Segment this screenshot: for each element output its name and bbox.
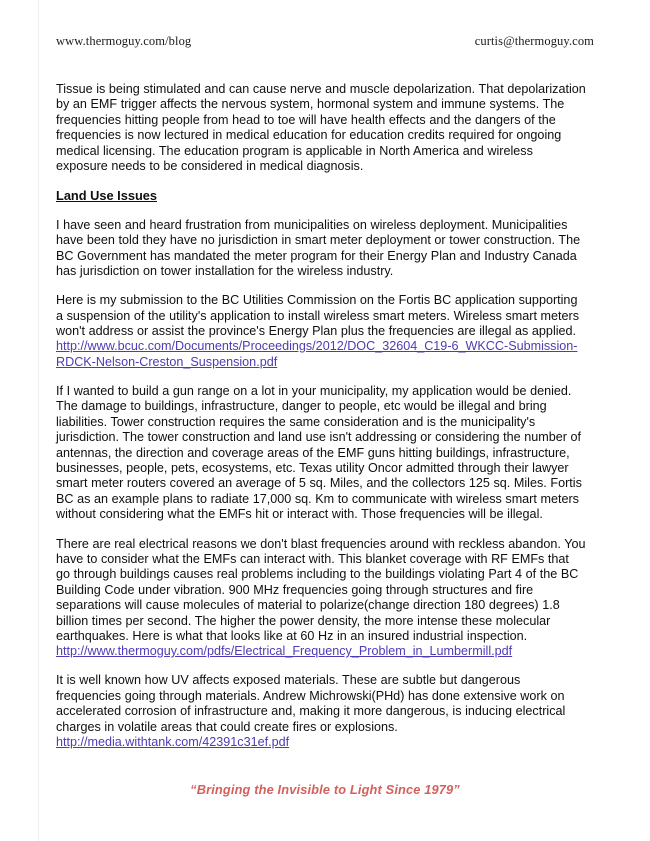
document-body xyxy=(56,82,586,764)
section-heading-land-use-issues: Land Use Issues xyxy=(56,188,157,204)
page-header xyxy=(56,34,594,49)
paragraph-municipalities-jurisdiction: I have seen and heard frustration from municipalities on wireless deployment. Municipalities have been told they have no jurisdiction in smart meter deployment or tower construction. The BC Government has mandated the meter program for their Energy Plan and Industry Canada has jurisdiction on tower installation for the wireless industry. xyxy=(56,217,581,279)
paragraph-uv-corrosion: It is well known how UV affects exposed materials. These are subtle but dangerous frequencies going through materials. Andrew Michrowski(PHd) has done extensive work on accelerated corrosion of infrastructure and, making it more dangerous, is inducing electrical charges in volatile areas that could create fires or explosions. xyxy=(56,673,566,734)
paragraph-tissue-stimulation: Tissue is being stimulated and can cause nerve and muscle depolarization. That depolarization by an EMF trigger affects the nervous system, hormonal system and immune systems. The frequencies hitting people from head to toe will have health effects and the dangers of the frequencies is now lectured in medical education for education credits required for ongoing medical licensing. The education program is applicable in North America and wireless exposure needs to be considered in medical diagnosis. xyxy=(56,82,586,174)
paragraph-bcuc-submission: Here is my submission to the BC Utilities Commission on the Fortis BC application supporting a suspension of the utility's application to install wireless smart meters. Wireless smart meters won't address or assist the province's Energy Plan plus the frequencies are illegal as applied. xyxy=(56,293,580,339)
link-media-withtank-pdf[interactable]: http://media.withtank.com/42391c31ef.pdf xyxy=(56,734,290,749)
link-electrical-frequency-lumbermill-pdf[interactable]: http://www.thermoguy.com/pdfs/Electrical_Frequency_Problem_in_Lumbermill.pdf xyxy=(56,644,513,658)
link-bcuc-submission-pdf[interactable]: http://www.bcuc.com/Documents/Proceedings/2012/DOC_32604_C19-6_WKCC-Submission-RDCK-Nelson-Creston_Suspension.pdf xyxy=(56,339,578,369)
header-site-url: www.thermoguy.com/blog xyxy=(56,34,192,48)
footer-tagline: “Bringing the Invisible to Light Since 1979” xyxy=(190,782,460,797)
paragraph-electrical-reasons: There are real electrical reasons we don't blast frequencies around with reckless abandon. You have to consider what the EMFs can interact with. This blanket coverage with RF EMFs that go through buildings causes real problems including to the buildings violating Part 4 of the BC Building Code under vibration. 900 MHz frequencies going through structures and fire separations will cause molecules of material to polarize(change direction 180 degrees) 1.8 billion times per second. The higher the power density, the more intense these molecular earthquakes. Here is what that looks like at 60 Hz in an insured industrial inspection. xyxy=(56,536,586,644)
header-email: curtis@thermoguy.com xyxy=(474,34,594,48)
paragraph-gun-range-analogy: If I wanted to build a gun range on a lot in your municipality, my application would be denied. The damage to buildings, infrastructure, danger to people, etc would be illegal and bring liabilities. Tower construction requires the same consideration and is the municipality's jurisdiction. The tower construction and land use isn't addressing or considering the number of antennas, the direction and coverage areas of the EMF guns hitting buildings, infrastructure, businesses, people, pets, ecosystems, etc. Texas utility Oncor admitted through their lawyer smart meter routers covered an average of 5 sq. Miles, and the collectors 125 sq. Miles. Fortis BC as an example plans to radiate 17,000 sq. Km to communicate with wireless smart meters without considering what the EMFs hit or interact with. Those frequencies will be illegal. xyxy=(56,384,582,522)
page-scan-edge xyxy=(38,0,39,841)
